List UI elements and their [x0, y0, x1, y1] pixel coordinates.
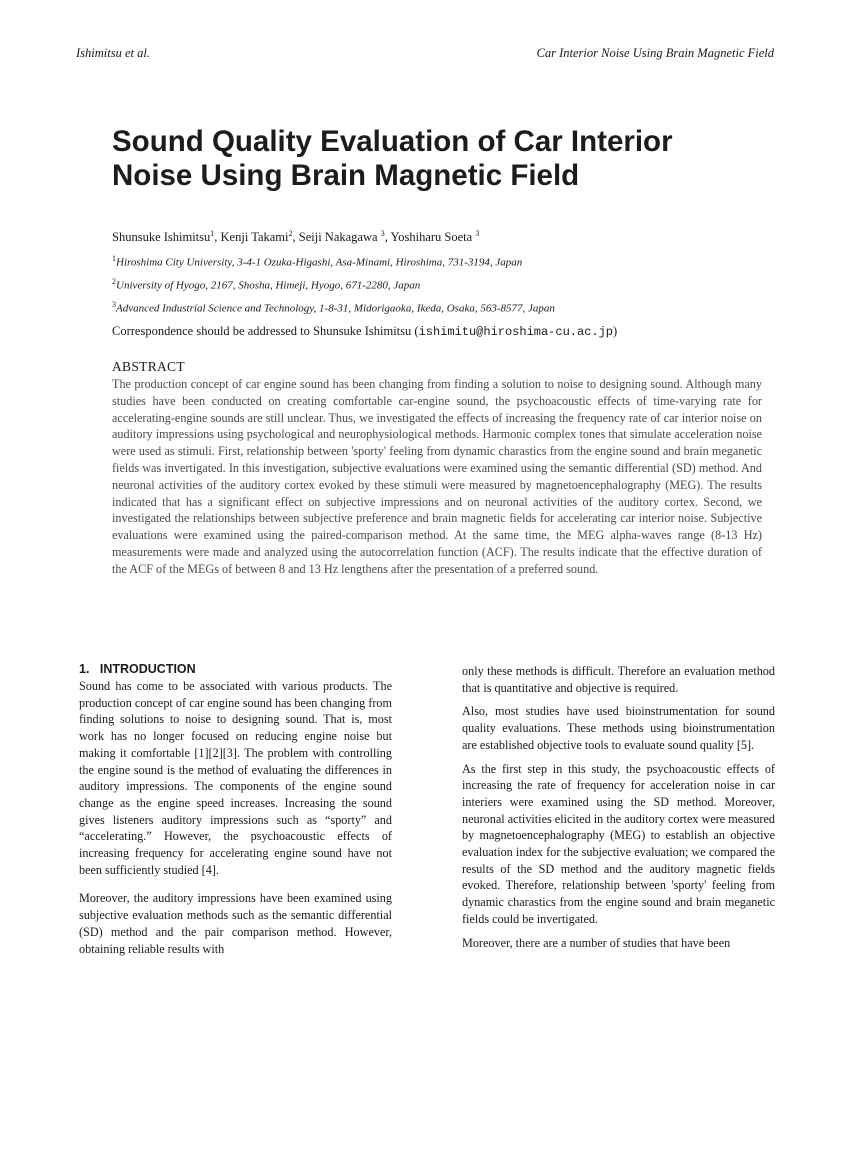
author-affiliation-mark: 3 — [475, 229, 480, 238]
section-number: 1 — [79, 662, 86, 676]
running-header-right: Car Interior Noise Using Brain Magnetic Field — [536, 46, 774, 60]
correspondence-suffix: ) — [613, 324, 618, 338]
paragraph: Also, most studies have used bioinstrumentation for sound quality evaluations. These methods using bioinstrumentation are established objective tools to evaluate sound quality [5]. — [462, 704, 775, 752]
author-affiliation-mark: 2 — [288, 229, 293, 238]
affiliation-mark: 3 — [112, 300, 116, 309]
affiliation-text: Hiroshima City University, 3-4-1 Ozuka-Higashi, Asa-Minami, Hiroshima, 731-3194, Japan — [116, 256, 523, 269]
abstract-heading: ABSTRACT — [112, 359, 185, 374]
correspondence-prefix: Correspondence should be addressed to Shunsuke Ishimitsu ( — [112, 324, 419, 338]
abstract-body: The production concept of car engine sound has been changing from finding a solution to noise to designing sound. Although many studies have been conducted on creating comfortable car-engine sound, the psychoacoustic effects of time-varying rate for accelerating-engine sounds are still unclear. Thus, we investigated the effects of increasing the frequency rate of car interior noise on auditory impressions using psychological and neurophysiological methods. Harmonic complex tones that simulate acceleration noise were used as stimuli. First, relationship between 'sporty' feeling from dynamic charastics from the engine sound and brain meganetic fields was invertigated. In this investigation, subjective evaluations were examined using the semantic differential (SD) method. And neuronal activities of the auditory cortex evoked by these stimuli were measured by magnetoencephalography (MEG). The results indicated that has a significant effect on subjective impressions and on neuronal activities of the auditory cortex. Second, we investigated the relationships between subjective preference and brain magnetic fields for accelerating car interior noise. Subjective evaluations were examined using the paired-comparison method. At the same time, the MEG alpha-waves range (8-13 Hz) measurements were made and analyzed using the autocorrelation function (ACF). The results indicate that the effective duration of the ACF of the MEGs of between 8 and 13 Hz lengthens after the presentation of a preferred sound. — [112, 377, 762, 576]
affiliation-1 — [112, 254, 522, 269]
affiliation-text: University of Hyogo, 2167, Shosha, Himeji, Hyogo, 671-2280, Japan — [116, 279, 421, 292]
author-affiliation-mark: 3 — [380, 229, 385, 238]
body-column-right — [462, 663, 775, 958]
paper-title-line-1: Sound Quality Evaluation of Car Interior — [112, 125, 673, 158]
affiliation-3 — [112, 300, 555, 315]
paragraph: Moreover, there are a number of studies that have been — [462, 935, 731, 950]
body-column-left — [79, 678, 392, 964]
author-affiliation-mark: 1 — [210, 229, 215, 238]
author-name: Seiji Nakagawa — [298, 230, 381, 245]
paragraph: Sound has come to be associated with various products. The production concept of car engine sound has been changing from finding solutions to noise to designing sound. That is, most work has no longer focused on reducing engine noise but making it comfortable [1][2][3]. The problem with controlling the engine sound is the method of evaluating the differences in auditory impressions. The components of the engine sound change as the engine speed increases. Increasing the sound gives listeners auditory impressions such as “sporty” and “accelerating.” However, the psychoacoustic effects of increasing frequency for accelerating engine sound have not been sufficiently studied [4]. — [79, 679, 392, 877]
affiliation-text: Advanced Industrial Science and Technology, 1-8-31, Midorigaoka, Ikeda, Osaka, 563-8577, Japan — [116, 302, 555, 315]
paragraph: As the first step in this study, the psychoacoustic effects of increasing the rate of frequency for acceleration noise in car interiers were examined using the SD method. Moreover, neuronal activities elicited in the auditory cortex were measured by magnetoencephalography (MEG) to establish an objective evaluation index for the subjective evaluation; we compared the results of the SD method and the auditory magnetic fields evoked. Therefore, relationship between 'sporty' feeling from dynamic charastics from the engine sound and brain meganetic fields could be invertigated. — [462, 761, 775, 926]
author-name: Shunsuke Ishimitsu — [112, 230, 211, 245]
paragraph: Moreover, the auditory impressions have been examined using subjective evaluation methods such as the semantic differential (SD) method and the pair comparison method. However, obtaining reliable results with — [79, 891, 392, 956]
correspondence-line — [112, 324, 617, 339]
author-list: Shunsuke Ishimitsu$^1$, Kenji Takami$^2$, Seiji Nakagawa $^3$, Yoshiharu Soeta $^3$ — [112, 229, 480, 245]
paper-title — [112, 125, 752, 193]
section-heading-introduction: 1. INTRODUCTION — [79, 662, 196, 676]
affiliation-mark: 2 — [112, 277, 116, 286]
correspondence-email[interactable]: ishimitu@hiroshima-cu.ac.jp — [418, 325, 613, 339]
affiliation-mark: 1 — [112, 254, 116, 263]
affiliation-2 — [112, 277, 420, 292]
author-name: Yoshiharu Soeta — [390, 230, 476, 245]
paper-title-line-2: Noise Using Brain Magnetic Field — [112, 159, 580, 192]
paragraph: only these methods is difficult. Therefore an evaluation method that is quantitative and objective is required. — [462, 664, 775, 695]
section-title: INTRODUCTION — [99, 662, 196, 676]
running-header-left: Ishimitsu et al. — [76, 46, 150, 60]
author-name: Kenji Takami — [220, 230, 289, 245]
